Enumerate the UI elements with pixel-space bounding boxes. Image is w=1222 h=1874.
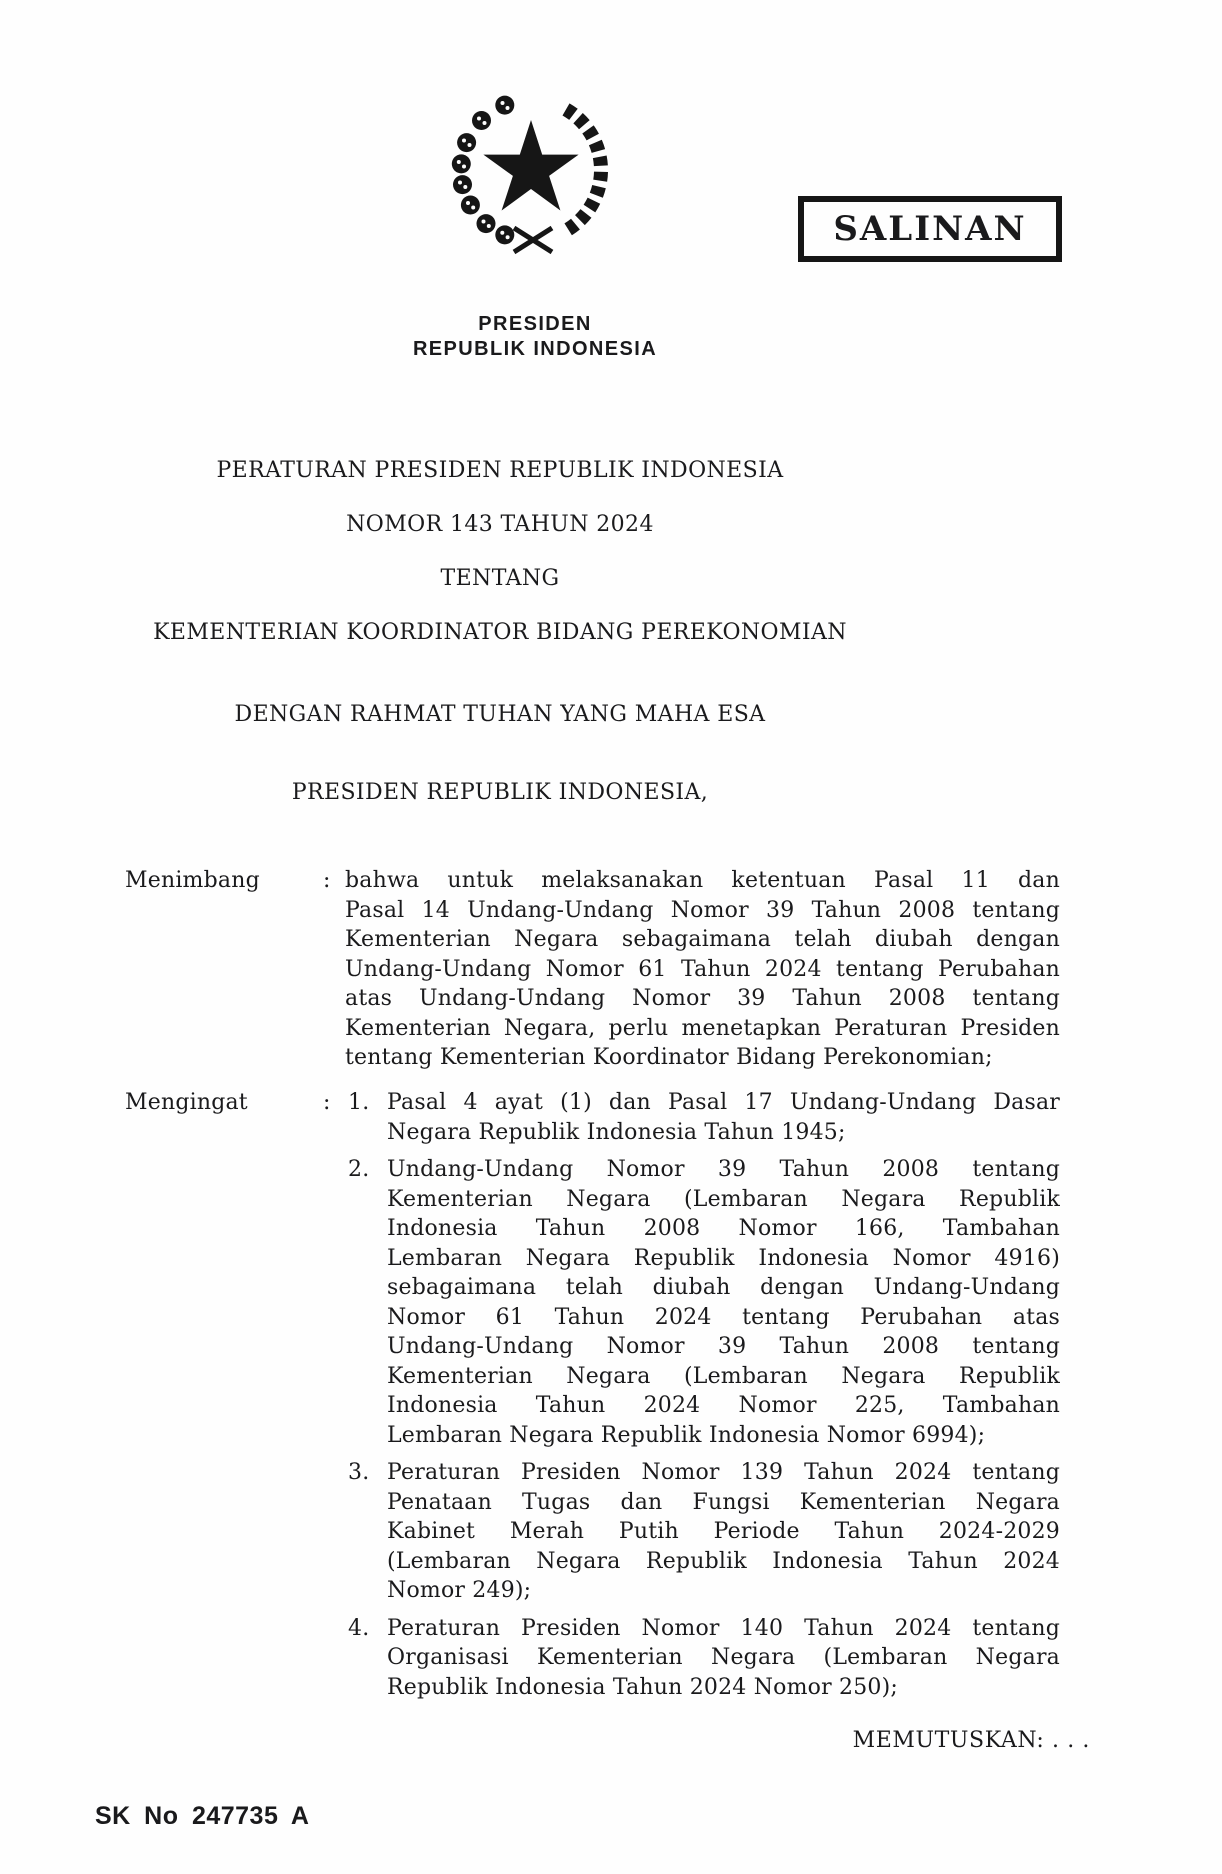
text-line: (Lembaran Negara Republik Indonesia Tahun 2024 [387,1548,1060,1574]
mengingat-label [125,1458,323,1606]
invocation-line: DENGAN RAHMAT TUHAN YANG MAHA ESA [234,702,766,727]
text-line: Indonesia Tahun 2008 Nomor 166, Tambahan [387,1216,1060,1241]
text-line: Penataan Tugas dan Fungsi Kementerian Negara [387,1489,1060,1515]
text-line: Kementerian Negara, perlu menetapkan Peraturan Presiden [345,1015,1060,1041]
salinan-stamp-label: SALINAN [833,209,1027,249]
presidential-seal-icon [428,92,640,260]
letterhead-republik-indonesia: REPUBLIK INDONESIA [412,338,658,360]
text-line: Undang-Undang Nomor 61 Tahun 2024 tentang Perubahan [345,956,1060,982]
mengingat-colon [323,1155,348,1450]
text-line: Peraturan Presiden Nomor 139 Tahun 2024 tentang [387,1460,1060,1485]
menimbang-section [125,866,1060,1073]
text-line: Undang-Undang Nomor 39 Tahun 2008 tentang [387,1334,1060,1359]
text-line: Pasal 4 ayat (1) dan Pasal 17 Undang-Undang Dasar [387,1090,1060,1115]
doc-code: SK No 247735 A [95,1802,310,1830]
salutation-line: PRESIDEN REPUBLIK INDONESIA, [291,780,709,805]
text-line: atas Undang-Undang Nomor 39 Tahun 2008 tentang [345,986,1060,1011]
list-item-number: 2. [348,1157,370,1182]
list-item-number: 3. [348,1460,370,1485]
list-item [125,1458,1060,1606]
menimbang-colon: : [323,868,331,893]
wreath-stems [514,228,552,252]
list-item-text [387,1155,1060,1450]
list-item [125,1088,1060,1147]
mengingat-label: Mengingat [125,1090,248,1115]
mengingat-label [125,1614,323,1703]
title-line-3: TENTANG [440,566,560,591]
star-icon [483,120,578,211]
list-item-number: 1. [348,1090,370,1115]
mengingat-section [125,1088,1060,1710]
text-line: bahwa untuk melaksanakan ketentuan Pasal 11 dan [345,868,1060,893]
list-item-text [387,1614,1060,1703]
title-line-4: KEMENTERIAN KOORDINATOR BIDANG PEREKONOMIAN [153,620,847,645]
text-line: Peraturan Presiden Nomor 140 Tahun 2024 tentang [387,1615,1060,1641]
mengingat-colon [323,1614,348,1703]
list-item [125,1614,1060,1703]
title-line-1: PERATURAN PRESIDEN REPUBLIK INDONESIA [216,458,784,483]
salinan-stamp [798,196,1062,262]
text-line: tentang Kementerian Koordinator Bidang Perekonomian; [345,1045,993,1070]
letterhead-presiden: PRESIDEN [478,313,592,335]
text-line: Kementerian Negara (Lembaran Negara Republik [387,1363,1060,1389]
mengingat-colon [323,1458,348,1606]
list-item-number: 4. [348,1615,370,1641]
decision-line: MEMUTUSKAN: . . . [852,1728,1090,1753]
text-line: Nomor 249); [387,1578,532,1603]
letterhead [228,312,842,362]
list-item-text [387,1458,1060,1606]
text-line: Kabinet Merah Putih Periode Tahun 2024-2029 [387,1519,1060,1544]
text-line: Organisasi Kementerian Negara (Lembaran Negara [387,1645,1060,1670]
text-line: Lembaran Negara Republik Indonesia Nomor 6994); [387,1422,986,1448]
text-line: Republik Indonesia Tahun 2024 Nomor 250); [387,1674,898,1700]
menimbang-label: Menimbang [125,868,260,893]
text-line: Kementerian Negara sebagaimana telah diubah dengan [345,927,1060,952]
rice-wreath-right [566,109,601,229]
mengingat-label [125,1155,323,1450]
text-line: Kementerian Negara (Lembaran Negara Republik [387,1186,1060,1212]
list-item-text [387,1088,1060,1147]
text-line: Nomor 61 Tahun 2024 tentang Perubahan atas [387,1304,1060,1330]
text-line: Pasal 14 Undang-Undang Nomor 39 Tahun 2008 tentang [345,897,1060,923]
title-line-2: NOMOR 143 TAHUN 2024 [346,512,654,537]
text-line: sebagaimana telah diubah dengan Undang-Undang [387,1275,1060,1300]
text-line: Undang-Undang Nomor 39 Tahun 2008 tentang [387,1157,1060,1182]
text-line: Indonesia Tahun 2024 Nomor 225, Tambahan [387,1393,1060,1418]
text-line: Negara Republik Indonesia Tahun 1945; [387,1119,846,1145]
list-item [125,1155,1060,1450]
menimbang-text [345,866,1060,1073]
mengingat-colon: : [323,1090,331,1115]
text-line: Lembaran Negara Republik Indonesia Nomor 4916) [387,1245,1060,1271]
